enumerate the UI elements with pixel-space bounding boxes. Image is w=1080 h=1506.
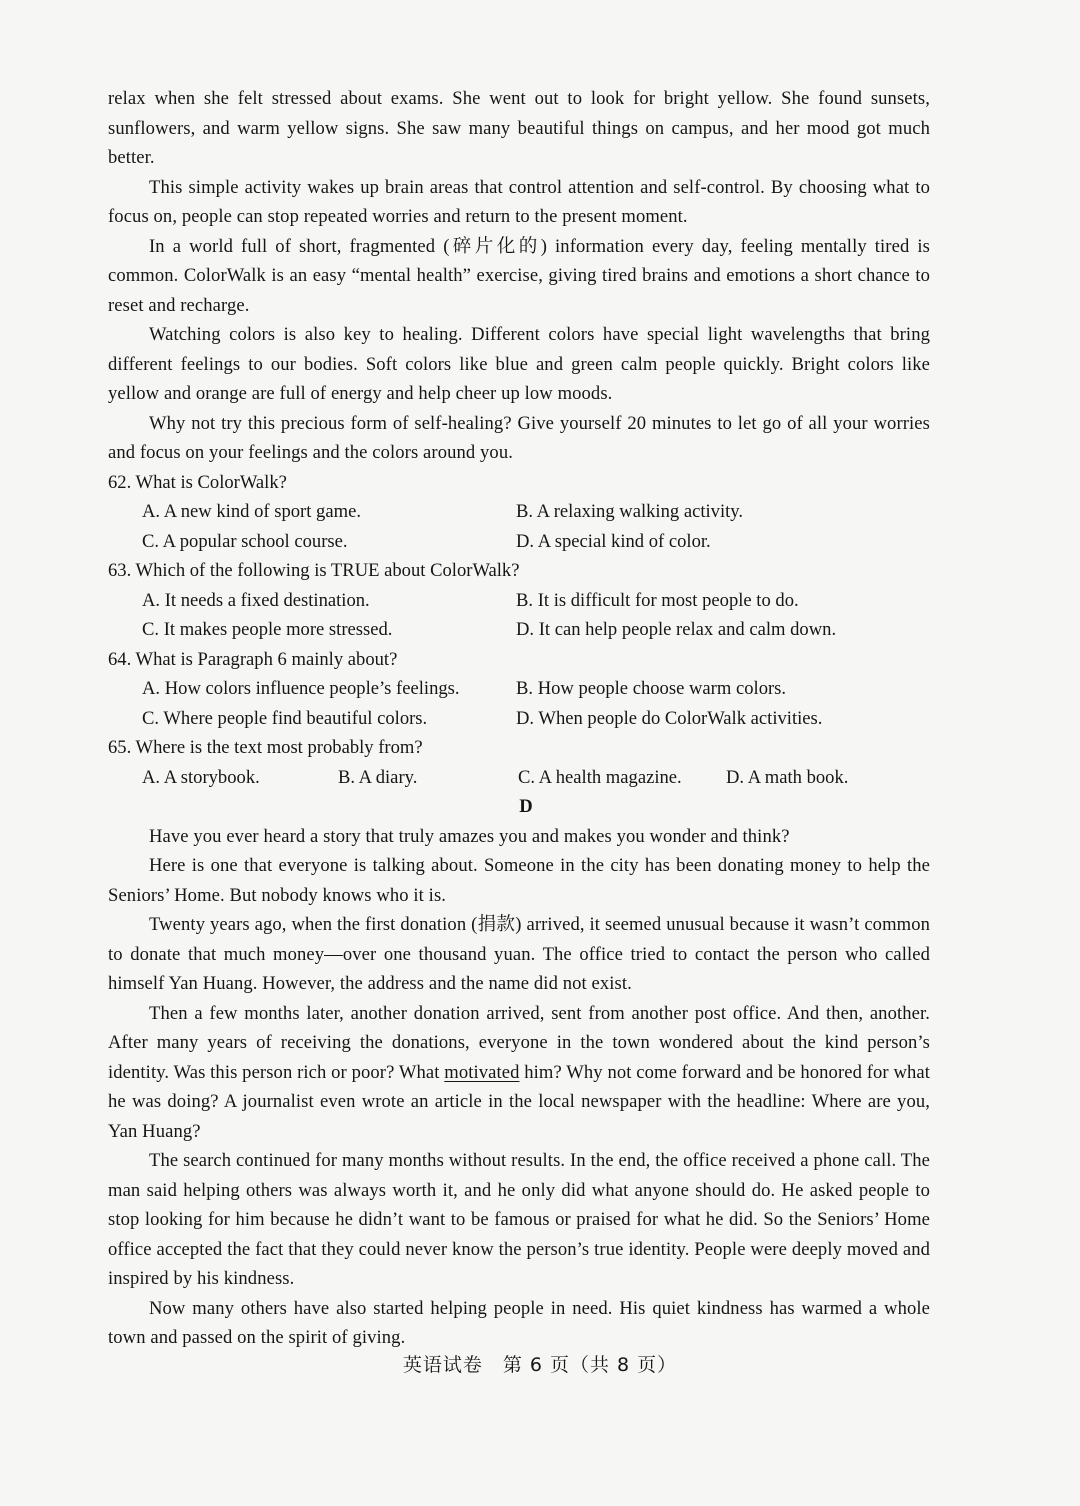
passage-c-paragraph: Watching colors is also key to healing. Different colors have special light wavelengths that bring different feelings to our bodies. Soft colors like blue and green calm people quickly. Bright colors like yellow and orange are full of energy and help cheer up low moods. — [108, 324, 930, 404]
option-c: C. A popular school course. — [142, 530, 348, 552]
passage-d-paragraph — [108, 999, 930, 1147]
answer-options — [108, 674, 930, 733]
question-63 — [108, 556, 930, 645]
option-a: A. How colors influence people’s feelings. — [142, 678, 460, 699]
option-b: B. A relaxing walking activity. — [516, 501, 744, 522]
option-d: D. A math book. — [726, 766, 849, 788]
section-heading: D — [519, 796, 533, 817]
question-stem: 65. Where is the text most probably from? — [108, 737, 423, 758]
option-c: C. It makes people more stressed. — [142, 619, 393, 640]
passage-d-paragraph: Now many others have also started helping people in need. His quiet kindness has warmed a whole town and passed on the spirit of giving. — [108, 1297, 930, 1348]
option-d: D. A special kind of color. — [516, 530, 711, 552]
passage-c-paragraph: This simple activity wakes up brain areas that control attention and self-control. By choosing what to focus on, people can stop repeated worries and return to the present moment. — [108, 176, 930, 227]
question-65 — [108, 733, 930, 792]
question-stem: 64. What is Paragraph 6 mainly about? — [108, 648, 398, 670]
option-d: D. When people do ColorWalk activities. — [516, 707, 823, 729]
passage-c-paragraph: Why not try this precious form of self-healing? Give yourself 20 minutes to let go of all your worries and focus on your feelings and the colors around you. — [108, 412, 930, 463]
paragraph-text: Then a few months later, another donation arrived, sent from another post office. And then, another. After many years of receiving the donations, everyone in the town wondered about the kind person’s identity. Was this person rich or poor? What — [108, 1002, 930, 1083]
answer-options — [108, 497, 930, 556]
underlined-word: motivated — [444, 1061, 520, 1083]
passage-c-paragraph: In a world full of short, fragmented (碎片化的) information every day, feeling mentally tired is common. ColorWalk is an easy “mental health” exercise, giving tired brains and emotions a short chance to reset and recharge. — [108, 235, 930, 316]
passage-d-paragraph: Have you ever heard a story that truly amazes you and makes you wonder and think? — [149, 825, 790, 847]
passage-d-paragraph: Here is one that everyone is talking about. Someone in the city has been donating money to help the Seniors’ Home. But nobody knows who it is. — [108, 855, 930, 906]
option-c: C. A health magazine. — [518, 766, 682, 788]
option-b: B. How people choose warm colors. — [516, 678, 787, 699]
option-a: A. It needs a fixed destination. — [142, 589, 370, 611]
question-stem: 62. What is ColorWalk? — [108, 471, 287, 493]
paragraph-text: him? Why not come forward and be honored for what he was doing? A journalist even wrote an article in the local newspaper with the headline: Where are you, Yan Huang? — [108, 1061, 931, 1142]
page-content — [108, 84, 930, 1353]
option-b: B. It is difficult for most people to do. — [516, 589, 799, 611]
option-a: A. A new kind of sport game. — [142, 501, 361, 522]
answer-options — [108, 586, 930, 645]
question-stem: 63. Which of the following is TRUE about ColorWalk? — [108, 560, 520, 581]
passage-c-paragraph: relax when she felt stressed about exams. She went out to look for bright yellow. She found sunsets, sunflowers, and warm yellow signs. She saw many beautiful things on campus, and her mood got much better. — [108, 88, 930, 168]
option-c: C. Where people find beautiful colors. — [142, 707, 428, 729]
question-64 — [108, 645, 930, 734]
passage-d-paragraph: Twenty years ago, when the first donation (捐款) arrived, it seemed unusual because it wasn’t common to donate that much money—over one thousand yuan. The office tried to contact the person who called himself Yan Huang. However, the address and the name did not exist. — [108, 914, 930, 994]
question-62 — [108, 468, 930, 557]
option-b: B. A diary. — [338, 766, 418, 788]
page-footer: 英语试卷 第 6 页（共 8 页） — [402, 1354, 678, 1376]
option-a: A. A storybook. — [142, 766, 260, 788]
answer-options — [108, 763, 930, 793]
option-d: D. It can help people relax and calm down. — [516, 619, 837, 640]
passage-d-paragraph: The search continued for many months without results. In the end, the office received a phone call. The man said helping others was always worth it, and he only did what anyone should do. He asked people to stop looking for him because he didn’t want to be famous or praised for what he did. So the Seniors’ Home office accepted the fact that they could never know the person’s true identity. People were deeply moved and inspired by his kindness. — [108, 1150, 930, 1289]
